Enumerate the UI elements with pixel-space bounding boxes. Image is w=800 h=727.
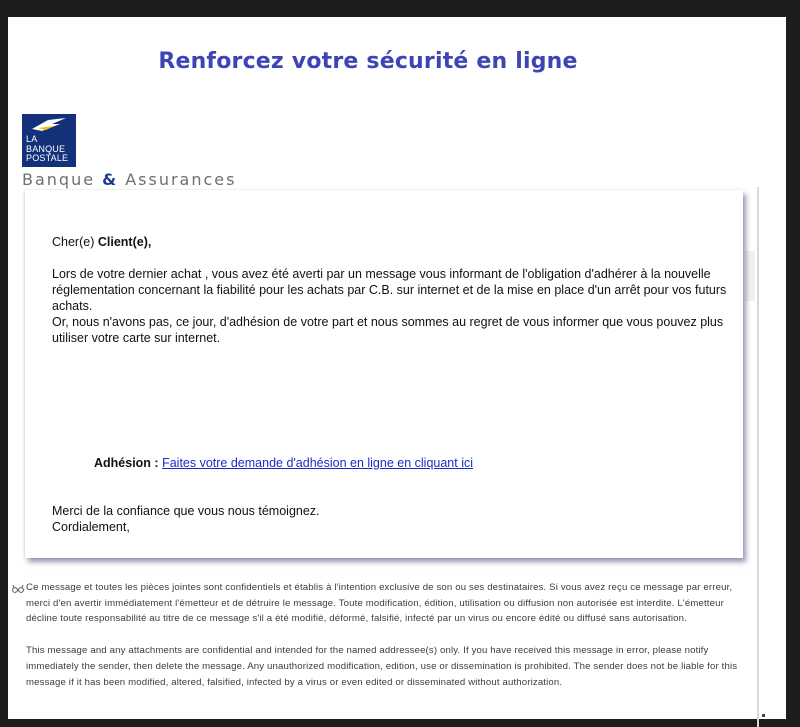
disclaimer-french: Ce message et toutes les pièces jointes sont confidentiels et établis à l'intention exclusive de son ou ses destinataires. Si vous avez reçu ce message par erreur, merci d'en avertir immédiatement l'émetteur et de détruire le message. Toute modification, édition, utilisation ou diffusion non autorisée est interdite. L'émetteur décline toute responsabilité au titre de ce message s'il a été modifié, déformé, falsifié, infecté par un virus ou encore édité ou diffusé sans autorisation.: [26, 582, 733, 625]
logo-line-la: LA: [26, 134, 38, 144]
adhesion-row: [94, 456, 473, 470]
message-body: [52, 266, 732, 346]
tagline-assurances: Assurances: [125, 170, 237, 189]
message-paragraph-2: Or, nous n'avons pas, ce jour, d'adhésion de votre part et nous sommes au regret de vous informer que vous pouvez plus utiliser votre carte sur internet.: [52, 315, 724, 345]
la-banque-postale-logo: [22, 114, 76, 167]
scrollbar-thumb[interactable]: [745, 251, 755, 301]
right-border-line: [757, 187, 759, 727]
glasses-icon: [12, 584, 24, 594]
logo-wordmark: [26, 135, 68, 164]
message-paragraph-1: Lors de votre dernier achat , vous avez été averti par un message vous informant de l'obligation d'adhérer à la nouvelle réglementation concernant la fiabilité pour les achats par C.B. sur internet et de la mise en place d'un arrêt pour vos futurs achats.: [52, 267, 727, 313]
greeting-name: Client(e),: [97, 235, 152, 249]
adhesion-label: Adhésion :: [94, 456, 159, 470]
disclaimer-english: This message and any attachments are confidential and intended for the named addressee(s) only. If you have received this message in error, please notify immediately the sender, then delete the message. Any unauthorized modification, edition, use or dissemination is prohibited. The sender does not be liable for this message if it has been modified, altered, falsified, infected by a virus or even edited or disseminated without authorization.: [26, 645, 738, 688]
tagline-ampersand: &: [102, 170, 119, 189]
closing-thanks: Merci de la confiance que vous nous témoignez.: [52, 504, 320, 518]
logo-line-postale: POSTALE: [26, 153, 69, 163]
closing: [52, 503, 320, 535]
corner-marker: [762, 714, 765, 717]
message-card: [25, 190, 743, 558]
disclaimer: [26, 580, 751, 690]
greeting-prefix: Cher(e): [52, 235, 95, 249]
tagline-banque: Banque: [22, 170, 96, 189]
email-frame: [8, 17, 786, 719]
brand-tagline: [22, 170, 236, 189]
closing-regards: Cordialement,: [52, 520, 130, 534]
bird-icon: [28, 117, 70, 133]
greeting: [52, 235, 151, 249]
email-headline: Renforcez votre sécurité en ligne: [158, 49, 578, 74]
logo-line-banque: BANQUE: [26, 143, 66, 154]
adhesion-link[interactable]: Faites votre demande d'adhésion en ligne en cliquant ici: [162, 456, 473, 470]
